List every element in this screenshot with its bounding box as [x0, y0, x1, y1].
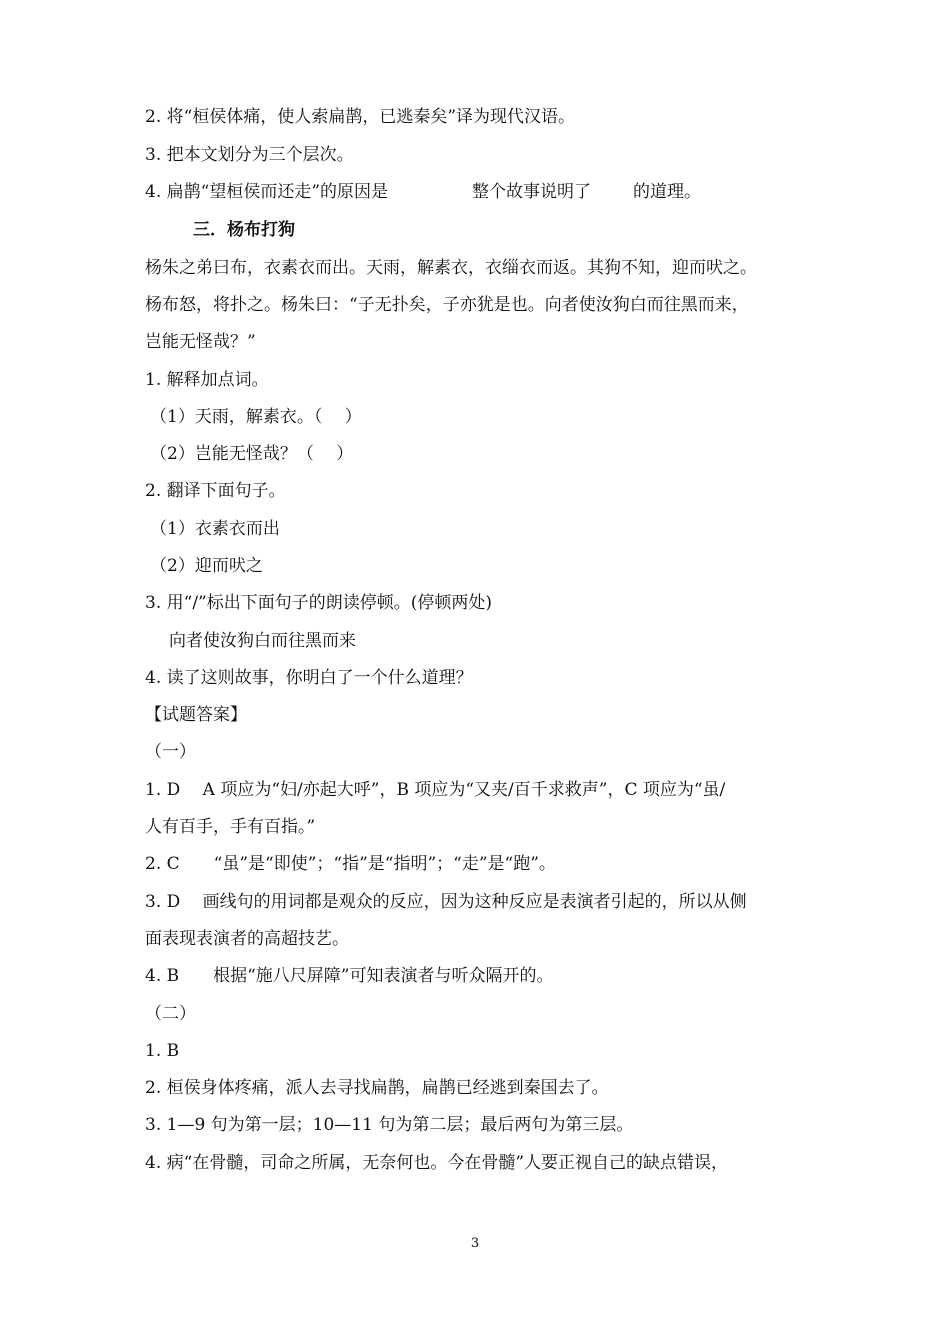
answer-line: 2. 桓侯身体疼痛，派人去寻找扁鹊，扁鹊已经逃到秦国去了。	[145, 1078, 609, 1098]
answer-line: 面表现表演者的高超技艺。	[145, 929, 349, 949]
sub-question: （2）岂能无怪哉？（ ）	[150, 444, 354, 464]
sub-question: （2）迎而吠之	[150, 556, 263, 576]
answer-line: 2. C “虽”是“即使”；“指”是“指明”；“走”是“跑”。	[145, 854, 556, 874]
question-4-part1: 4. 扁鹊“望桓侯而还走”的原因是	[145, 182, 389, 202]
answer-line: 人有百手，手有百指。”	[145, 817, 316, 837]
answer-line: 3. 1—9 句为第一层；10—11 句为第二层；最后两句为第三层。	[145, 1115, 634, 1135]
answer-line: 4. 病“在骨髓，司命之所属，无奈何也。今在骨髓”人要正视自己的缺点错误，	[145, 1153, 729, 1173]
answers-heading: 【试题答案】	[145, 705, 247, 725]
question-1-heading: 1. 解释加点词。	[145, 370, 269, 390]
question-4-part3: 的道理。	[633, 182, 702, 202]
question-4-reason	[145, 181, 815, 203]
section-3-heading: 三．杨布打狗	[193, 220, 295, 240]
passage-line: 岂能无怪哉？”	[145, 332, 256, 352]
page-number: 3	[470, 1236, 480, 1251]
answer-line: 3. D 画线句的用词都是观众的反应，因为这种反应是表演者引起的，所以从侧	[145, 892, 747, 912]
answer-line: 1. B	[145, 1041, 180, 1061]
sentence-to-mark: 向者使汝狗白而往黑而来	[169, 631, 356, 651]
question-2-translate: 2. 将“桓侯体痛，使人索扁鹊，已逃秦矣”译为现代汉语。	[145, 107, 576, 127]
answer-line: 1. D A 项应为“妇/亦起大呼”，B 项应为“又夹/百千求救声”，C 项应为“虽/	[145, 780, 726, 800]
answer-line: 4. B 根据“施八尺屏障”可知表演者与听众隔开的。	[145, 966, 554, 986]
question-4-part2: 整个故事说明了	[472, 182, 592, 202]
question-3-divide: 3. 把本文划分为三个层次。	[145, 145, 354, 165]
question-4-heading: 4. 读了这则故事，你明白了一个什么道理？	[145, 668, 473, 688]
answer-section-label: （一）	[145, 742, 196, 762]
passage-line: 杨朱之弟曰布，衣素衣而出。天雨，解素衣，衣缁衣而返。其狗不知，迎而吠之。	[145, 258, 757, 278]
passage-line: 杨布怒，将扑之。杨朱曰：“子无扑矣，子亦犹是也。向者使汝狗白而往黑而来，	[145, 295, 749, 315]
question-2-heading: 2. 翻译下面句子。	[145, 481, 286, 501]
answer-section-label: （二）	[145, 1004, 196, 1024]
question-3-heading: 3. 用“/”标出下面句子的朗读停顿。(停顿两处)	[145, 593, 492, 613]
sub-question: （1）衣素衣而出	[150, 519, 280, 539]
sub-question: （1）天雨，解素衣。（ ）	[150, 407, 362, 427]
